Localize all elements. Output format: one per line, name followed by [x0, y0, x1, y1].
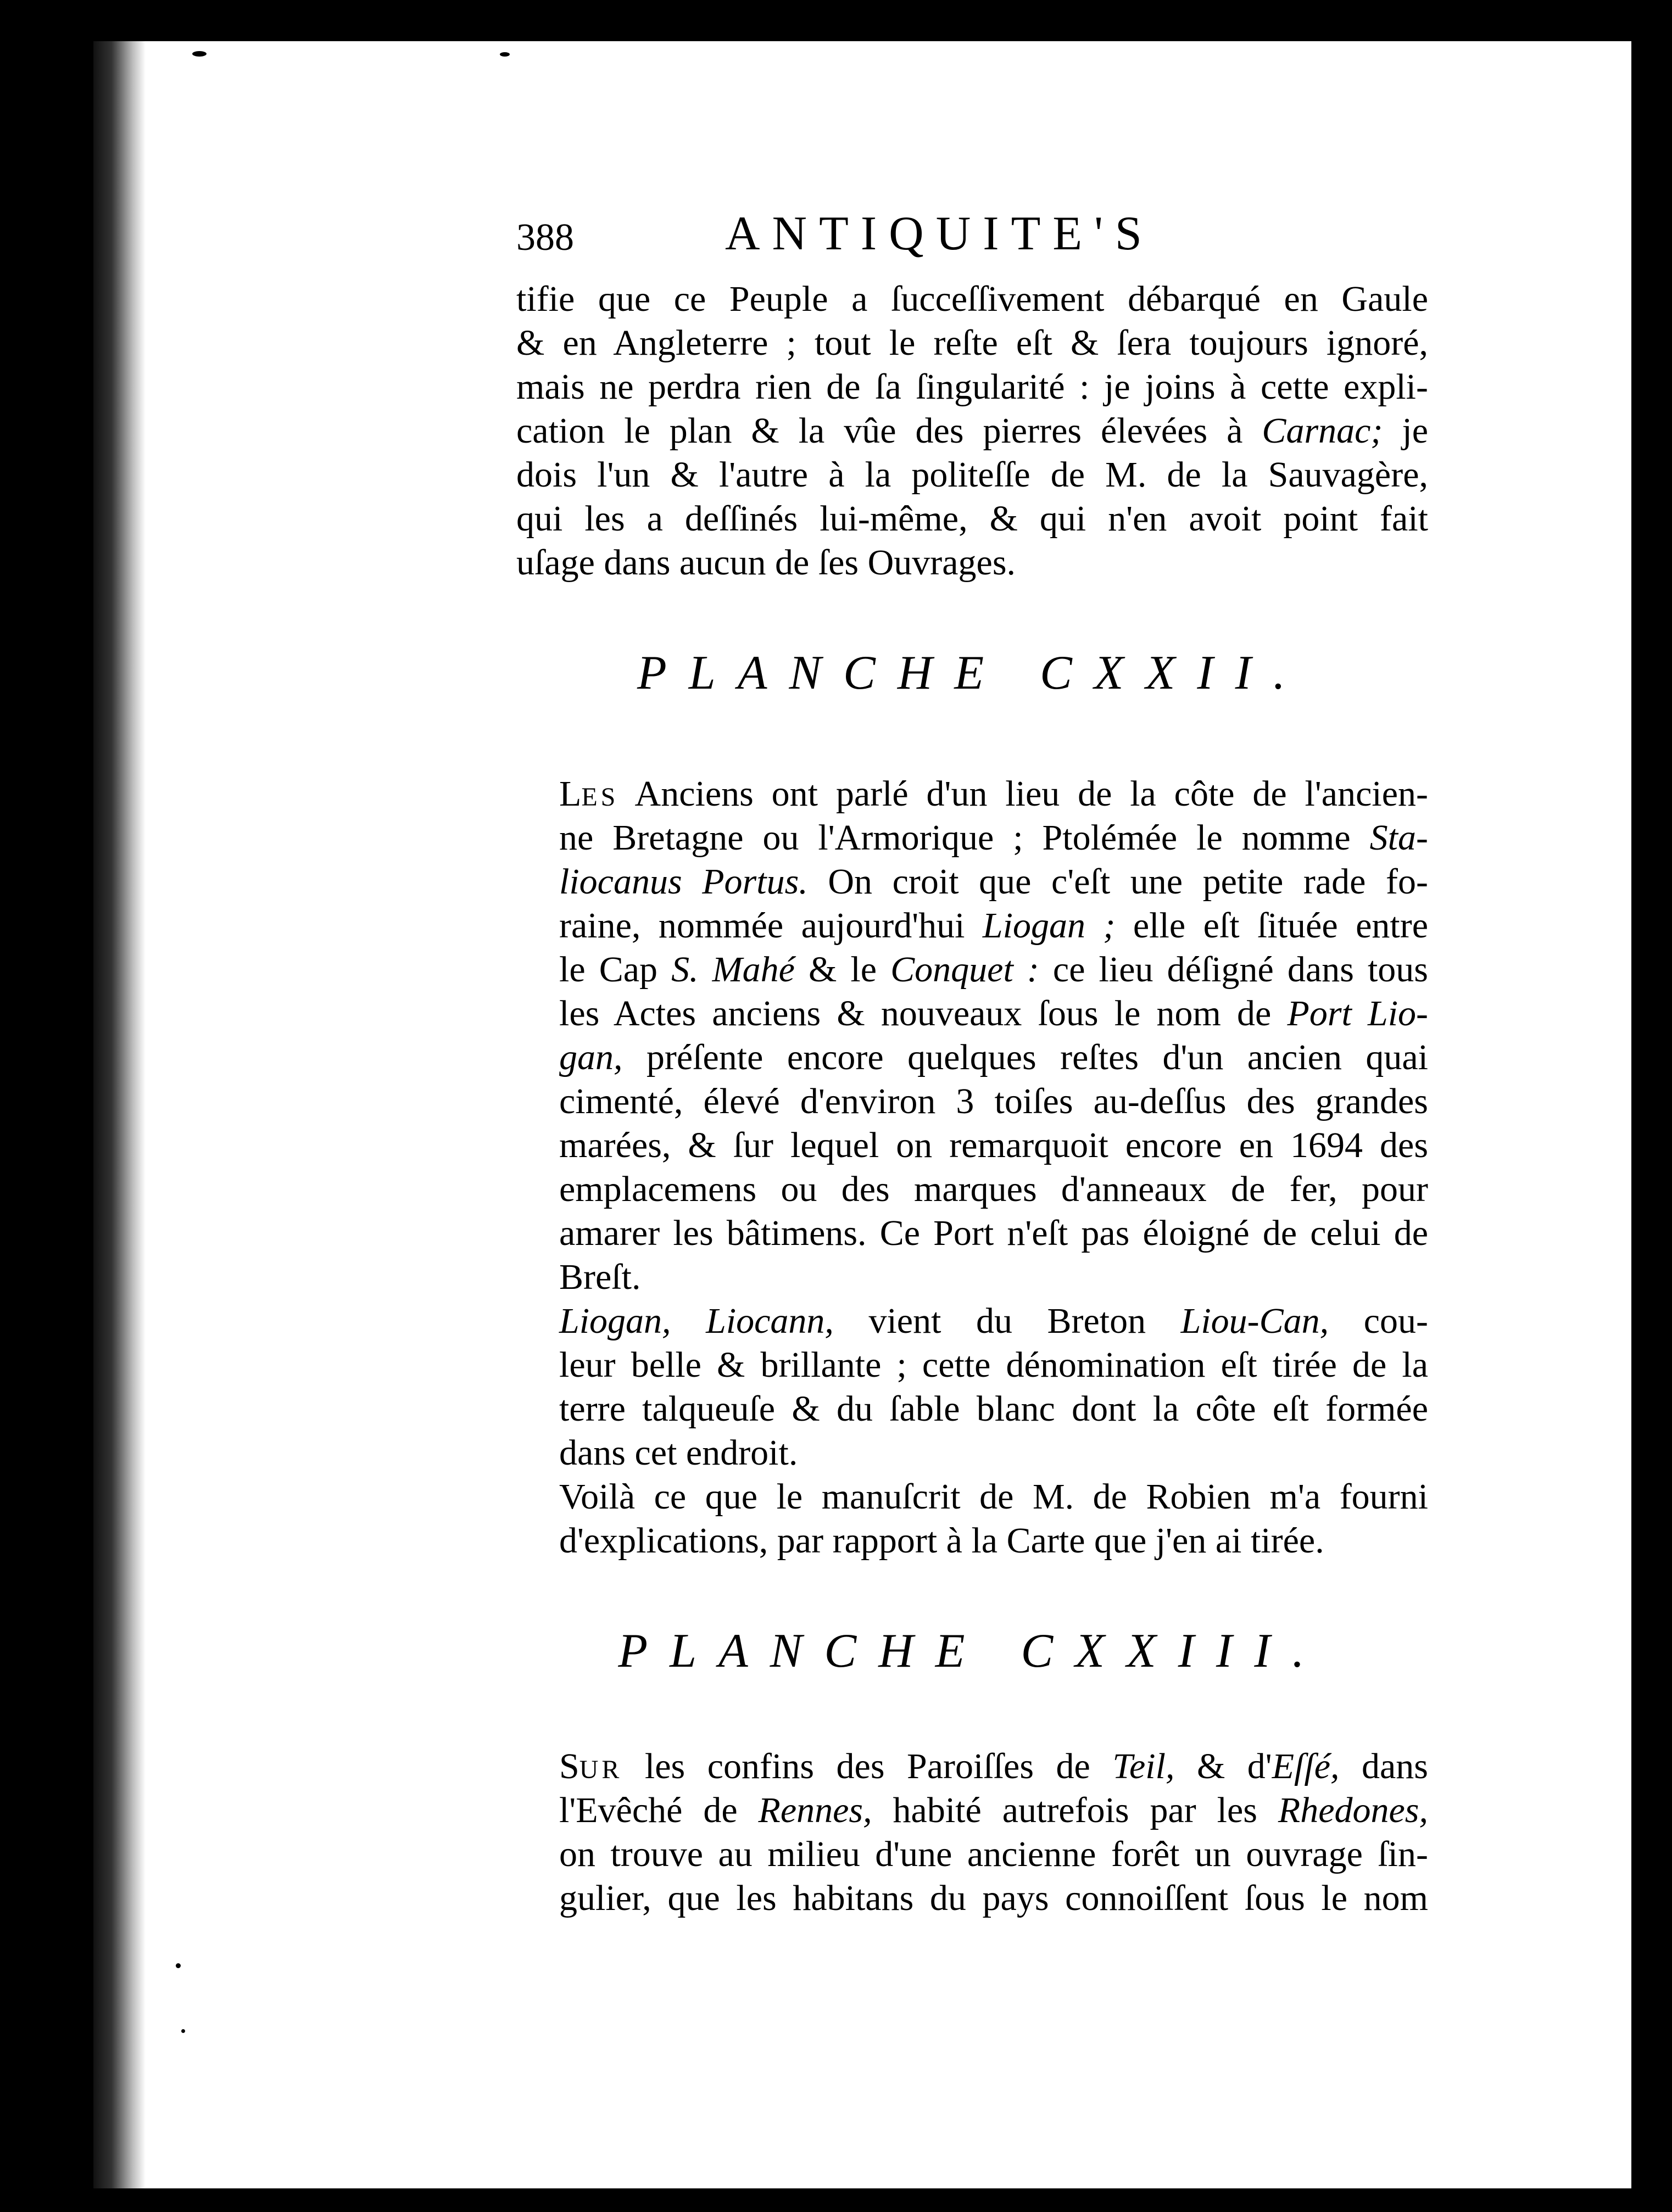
text-line: d'explications, par rapport à la Carte que j'en ai tirée.	[559, 1521, 1324, 1561]
page-number: 388	[516, 216, 574, 259]
text-line: LES Anciens ont parlé d'un lieu de la côte de l'ancien-	[559, 774, 1428, 814]
text-line: & en Angleterre ; tout le reſte eſt & ſera toujours ignoré,	[516, 323, 1428, 363]
scan-speck	[176, 1963, 181, 1968]
text-line: Voilà ce que le manuſcrit de M. de Robien m'a fourni	[559, 1477, 1428, 1517]
binding-shadow	[93, 41, 146, 2188]
text-block	[516, 206, 1428, 1920]
text-line: dans cet endroit.	[559, 1433, 798, 1473]
intro-paragraph	[516, 277, 1428, 585]
text-line: terre talqueuſe & du ſable blanc dont la côte eſt formée	[559, 1389, 1428, 1429]
text-line: ne Bretagne ou l'Armorique ; Ptolémée le nomme Sta-	[559, 818, 1428, 858]
scan-speck	[500, 52, 510, 57]
scanned-page	[93, 41, 1631, 2188]
text-line: raine, nommée aujourd'hui Liogan ; elle eſt ſituée entre	[559, 906, 1428, 946]
text-line: uſage dans aucun de ſes Ouvrages.	[516, 543, 1016, 583]
text-line: gan, préſente encore quelques reſtes d'un ancien quai	[559, 1037, 1428, 1077]
text-line: le Cap S. Mahé & le Conquet : ce lieu déſigné dans tous	[559, 949, 1428, 990]
text-line: mais ne perdra rien de ſa ſingularité : je joins à cette expli-	[516, 367, 1428, 407]
text-line: dois l'un & l'autre à la politeſſe de M. de la Sauvagère,	[516, 455, 1428, 495]
text-line: Liogan, Liocann, vient du Breton Liou-Can, cou-	[559, 1301, 1428, 1341]
text-line: gulier, que les habitans du pays connoiſſent ſous le nom	[559, 1878, 1428, 1918]
running-head	[516, 206, 1428, 277]
plate-heading: PLANCHE CXXII.	[637, 646, 1307, 700]
text-line: qui les a deſſinés lui-même, & qui n'en avoit point fait	[516, 499, 1428, 539]
scan-speck	[181, 2029, 185, 2033]
text-line: on trouve au milieu d'une ancienne forêt un ouvrage ſin-	[559, 1834, 1428, 1874]
text-line: cation le plan & la vûe des pierres élevées à Carnac; je	[516, 411, 1429, 451]
text-line: l'Evêché de Rennes, habité autrefois par les Rhedones,	[559, 1790, 1428, 1830]
text-line: amarer les bâtimens. Ce Port n'eſt pas éloigné de celui de	[559, 1213, 1428, 1253]
text-line: tifie que ce Peuple a ſucceſſivement débarqué en Gaule	[516, 279, 1428, 319]
running-title: ANTIQUITE'S	[725, 207, 1154, 260]
scan-speck	[192, 51, 207, 57]
text-line: leur belle & brillante ; cette dénomination eſt tirée de la	[559, 1345, 1428, 1385]
plate-paragraph	[516, 1745, 1428, 1920]
text-line: emplacemens ou des marques d'anneaux de fer, pour	[559, 1169, 1428, 1209]
plate-heading: PLANCHE CXXIII.	[618, 1624, 1327, 1678]
text-line: cimenté, élevé d'environ 3 toiſes au-deſſus des grandes	[559, 1081, 1428, 1121]
text-line: marées, & ſur lequel on remarquoit encore en 1694 des	[559, 1125, 1428, 1165]
text-line: Breſt.	[559, 1257, 641, 1297]
text-line: liocanus Portus. On croit que c'eſt une petite rade fo-	[559, 862, 1428, 902]
italic-place-name: Carnac;	[1262, 411, 1383, 451]
text-line: SUR les confins des Paroiſſes de Teil, & d'Eſſé, dans	[559, 1746, 1428, 1786]
plate-paragraph	[516, 772, 1428, 1563]
text-line: les Actes anciens & nouveaux ſous le nom de Port Lio-	[559, 993, 1429, 1034]
